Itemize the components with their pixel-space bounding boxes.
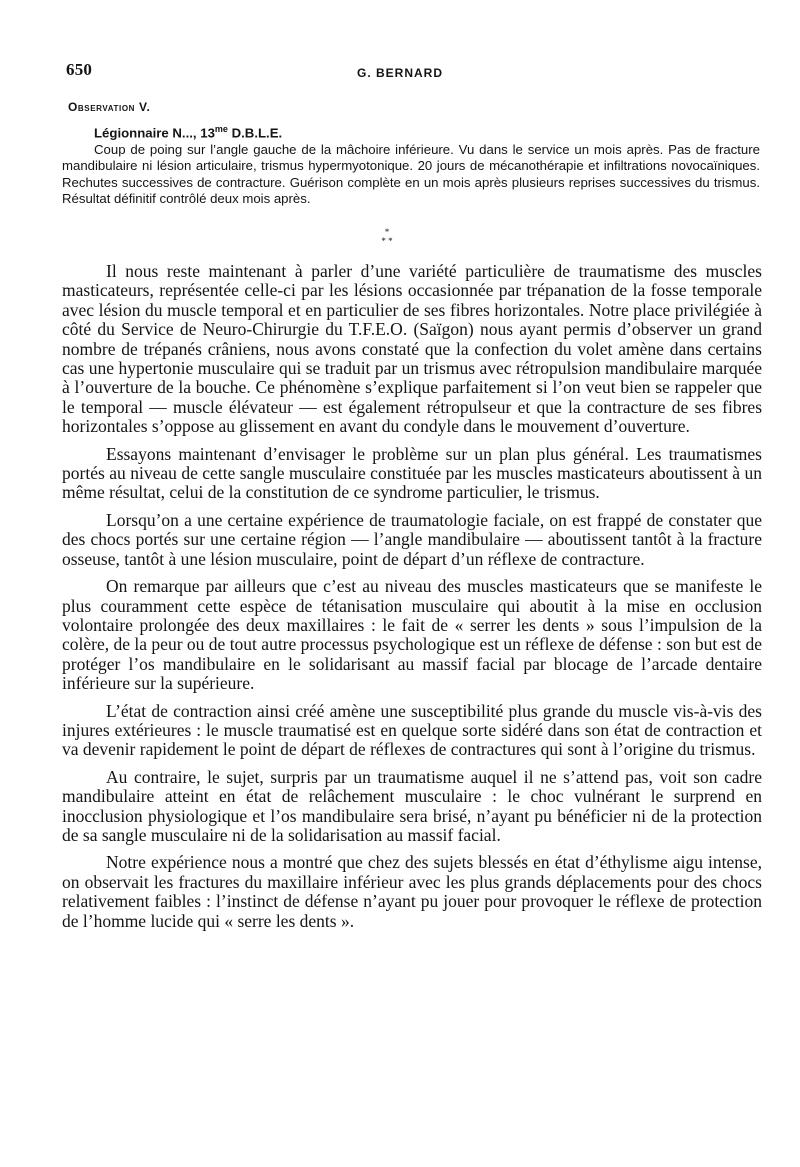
body-text	[62, 262, 762, 939]
observation-heading: Observation V.	[68, 100, 151, 114]
case-report	[62, 121, 760, 208]
paragraph-3: Lorsqu’on a une certaine expérience de traumatologie faciale, on est frappé de constater que des chocs portés sur une certaine région — l’angle mandibulaire — aboutissent tantôt à la fracture osseuse, tantôt à une lésion musculaire, point de départ d’un réflexe de contracture.	[62, 509, 762, 569]
section-separator	[372, 228, 402, 250]
paragraph-1: Il nous reste maintenant à parler d’une variété particulière de traumatisme des muscles masticateurs, représentée celle-ci par les lésions occasionnée par trépanation de la fosse temporale avec lésion du muscle temporal et en particulier de ses fibres horizontales. Notre place privilégiée à côté du Service de Neuro-Chirurgie du T.F.E.O. (Saïgon) nous ayant permis d’observer un grand nombre de trépanés crâniens, nous avons constaté que la confection du volet amène dans certains cas une hypertonie musculaire qui se traduit par un trismus avec rétropulsion mandibulaire marquée à l’ouverture de la bouche. Ce phénomène s’explique parfaitement si l’on veut bien se rappeler que le temporal — muscle élévateur — est également rétropulseur et que la contracture de ses fibres horizontales s’oppose au glissement en avant du condyle dans le mouvement d’ouverture.	[62, 261, 762, 437]
case-subject	[62, 121, 760, 142]
separator-stars-bottom: * *	[381, 236, 393, 246]
running-head: G. BERNARD	[356, 66, 443, 80]
case-subject-prefix: Légionnaire N..., 13	[94, 125, 215, 141]
case-subject-sup: me	[214, 124, 228, 134]
paragraph-6: Au contraire, le sujet, surpris par un traumatisme auquel il ne s’attend pas, voit son cadre mandibulaire atteint en état de relâchement musculaire : le choc vulnérant le surprend en inocclusion physiologique et l’os mandibulaire sera brisé, n’ayant pu bénéficier ni de la protection de sa sangle musculaire ni de la solidarisation au massif facial.	[62, 766, 762, 845]
paragraph-4: On remarque par ailleurs que c’est au niveau des muscles masticateurs que se manifeste le plus couramment cette espèce de tétanisation musculaire qui aboutit à la mise en occlusion volontaire prolongée des deux maxillaires : le fait de « serrer les dents » sous l’impulsion de la colère, de la peur ou de tout autre processus psychologique est un réflexe de défense : son but est de protéger l’os mandibulaire en le solidarisant au massif facial par blocage de l’arcade dentaire inférieure sur la supérieure.	[62, 576, 762, 694]
case-subject-suffix: D.B.L.E.	[227, 125, 283, 141]
page-number: 650	[66, 60, 93, 79]
paragraph-7: Notre expérience nous a montré que chez des sujets blessés en état d’éthylisme aigu intense, on observait les fractures du maxillaire inférieur avec les plus grands déplacements pour des chocs relativement faibles : l’instinct de défense n’ayant pu jouer pour provoquer le réflexe de protection de l’homme lucide qui « serre les dents ».	[62, 852, 762, 931]
paragraph-2: Essayons maintenant d’envisager le problème sur un plan plus général. Les traumatismes portés au niveau de cette sangle musculaire constituée par les muscles masticateurs aboutissent à un même résultat, celui de la constitution de ce syndrome particulier, le trismus.	[62, 443, 762, 503]
case-description: Coup de poing sur l’angle gauche de la mâchoire inférieure. Vu dans le service un mois après. Pas de fracture mandibulaire ni lésion articulaire, trismus hypermyotonique. 20 jours de mécanothérapie et infiltrations novocaïniques. Rechutes successives de contracture. Guérison complète en un mois après plusieurs reprises successives du trismus. Résultat définitif contrôlé deux mois après.	[62, 141, 760, 207]
separator-star-top: *	[384, 227, 390, 237]
paragraph-5: L’état de contraction ainsi créé amène une susceptibilité plus grande du muscle vis-à-vis des injures extérieures : le muscle traumatisé est en quelque sorte sidéré dans son état de contraction et va devenir rapidement le point de départ de réflexes de contractures qui sont à l’origine du trismus.	[62, 700, 762, 760]
